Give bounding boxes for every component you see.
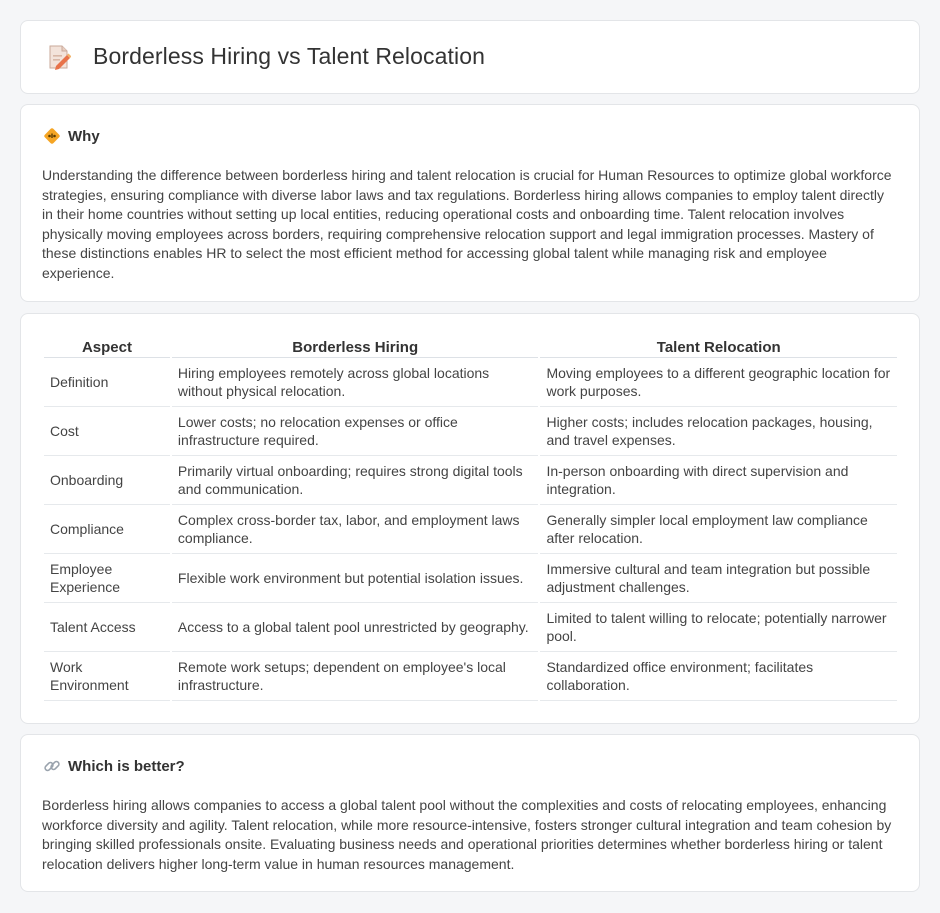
- table-header-row: [44, 336, 897, 358]
- table-row: [44, 652, 897, 701]
- header-borderless-hiring: Borderless Hiring: [172, 336, 539, 358]
- why-body: Understanding the difference between borderless hiring and talent relocation is crucial for Human Resources to optimize global workforce strategies, ensuring compliance with diverse labor laws and tax regulations. Borderless hiring allows companies to employ talent directly in their home countries without setting up local entities, reducing operational costs and onboarding time. Talent relocation involves physically moving employees across borders, requiring comprehensive relocation support and legal immigration processes. Mastery of these distinctions enables HR to select the most efficient method for accessing global talent while managing risk and employee experience.: [42, 167, 892, 281]
- why-title: Why: [68, 127, 100, 145]
- talent-relocation-cell: Limited to talent willing to relocate; potentially narrower pool.: [540, 603, 897, 652]
- table-row: [44, 554, 897, 603]
- header-talent-relocation: Talent Relocation: [540, 336, 897, 358]
- table-row: [44, 505, 897, 554]
- comparison-section: [20, 313, 920, 724]
- talent-relocation-cell: Immersive cultural and team integration but possible adjustment challenges.: [540, 554, 897, 603]
- aspect-cell: Work Environment: [44, 652, 170, 701]
- borderless-hiring-cell: Complex cross-border tax, labor, and employment laws compliance.: [172, 505, 539, 554]
- borderless-hiring-cell: Access to a global talent pool unrestricted by geography.: [172, 603, 539, 652]
- talent-relocation-cell: In-person onboarding with direct supervision and integration.: [540, 456, 897, 505]
- title-card: [20, 20, 920, 94]
- borderless-hiring-cell: Primarily virtual onboarding; requires strong digital tools and communication.: [172, 456, 539, 505]
- table-row: [44, 456, 897, 505]
- table-row: [44, 603, 897, 652]
- aspect-cell: Employee Experience: [44, 554, 170, 603]
- aspect-cell: Definition: [44, 358, 170, 407]
- borderless-hiring-cell: Lower costs; no relocation expenses or office infrastructure required.: [172, 407, 539, 456]
- aspect-cell: Onboarding: [44, 456, 170, 505]
- borderless-hiring-cell: Remote work setups; dependent on employee's local infrastructure.: [172, 652, 539, 701]
- aspect-cell: Talent Access: [44, 603, 170, 652]
- borderless-hiring-cell: Flexible work environment but potential isolation issues.: [172, 554, 539, 603]
- table-row: [44, 407, 897, 456]
- link-icon: [43, 757, 61, 775]
- header-aspect: Aspect: [44, 336, 170, 358]
- talent-relocation-cell: Generally simpler local employment law compliance after relocation.: [540, 505, 897, 554]
- table-row: [44, 358, 897, 407]
- page-title: Borderless Hiring vs Talent Relocation: [93, 43, 486, 69]
- which-is-better-body: Borderless hiring allows companies to access a global talent pool without the complexities and costs of relocating employees, enhancing workforce diversity and agility. Talent relocation, while more resource-intensive, fosters stronger cultural integration and team cohesion by bringing skilled professionals onsite. Evaluating business needs and operational priorities determines whether borderless hiring or talent relocation delivers higher long-term value in human resources management.: [42, 797, 892, 872]
- talent-relocation-cell: Standardized office environment; facilitates collaboration.: [540, 652, 897, 701]
- warning-diamond-icon: [43, 127, 61, 145]
- borderless-hiring-cell: Hiring employees remotely across global locations without physical relocation.: [172, 358, 539, 407]
- aspect-cell: Cost: [44, 407, 170, 456]
- aspect-cell: Compliance: [44, 505, 170, 554]
- talent-relocation-cell: Higher costs; includes relocation packages, housing, and travel expenses.: [540, 407, 897, 456]
- which-is-better-title: Which is better?: [68, 757, 185, 775]
- talent-relocation-cell: Moving employees to a different geographic location for work purposes.: [540, 358, 897, 407]
- comparison-table: [42, 336, 899, 701]
- document-pencil-icon: [47, 44, 71, 70]
- why-section: [20, 104, 920, 302]
- which-is-better-section: [20, 734, 920, 892]
